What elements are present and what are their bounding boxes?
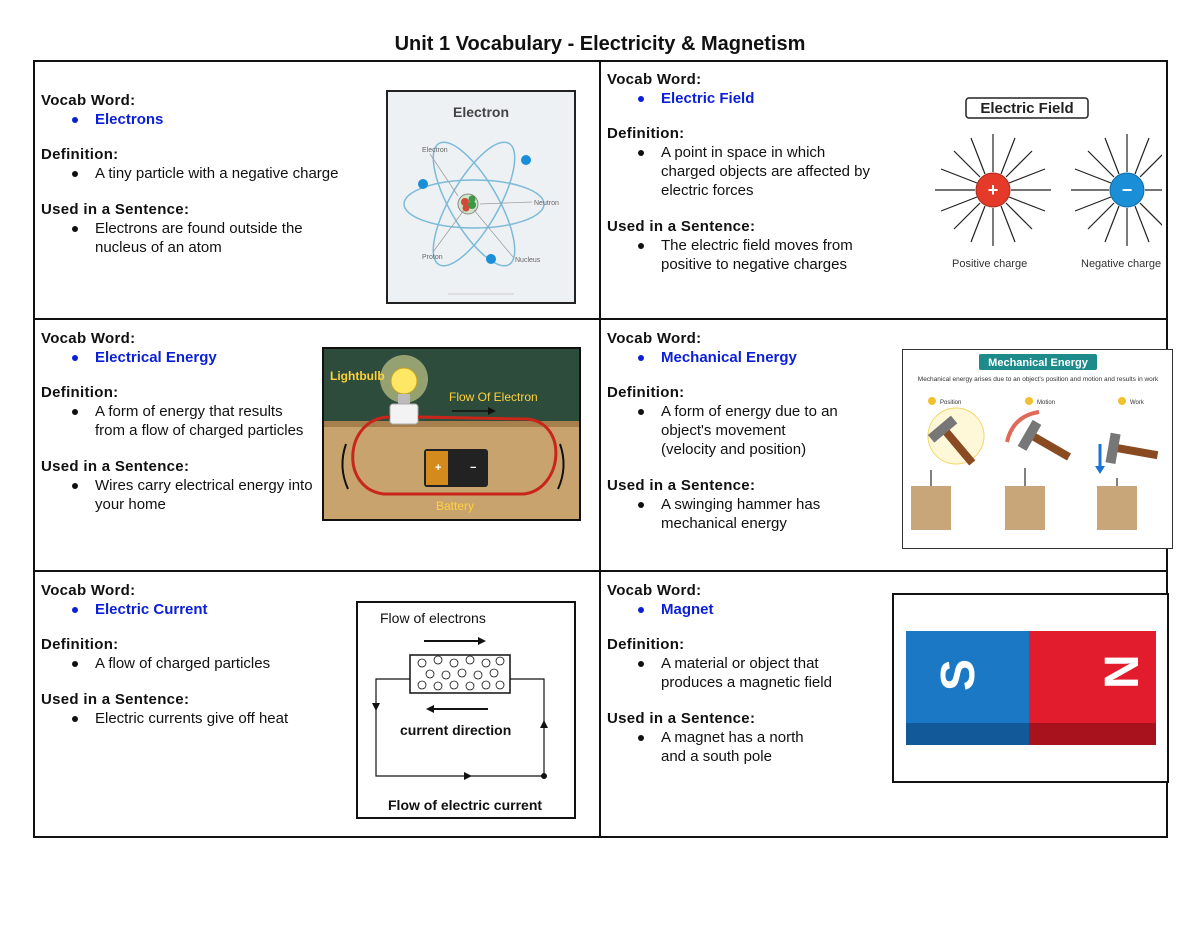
sentence-text: A magnet has a north and a south pole (661, 729, 804, 765)
word-text: Electrical Energy (95, 349, 217, 366)
svg-text:Nucleus: Nucleus (515, 257, 541, 264)
mechanical-energy-image (902, 349, 1173, 549)
svg-text:Positive charge: Positive charge (952, 258, 1028, 270)
vocab-label: Vocab Word: (607, 582, 702, 599)
svg-text:Neutron: Neutron (534, 200, 559, 207)
sentence-item (41, 219, 381, 257)
definition-text: A form of energy due to an object's movement (velocity and position) (661, 403, 838, 458)
definition-text: A point in space in which charged objects are affected by electric forces (661, 144, 871, 199)
electric-field-image (897, 90, 1162, 280)
definition-text: A flow of charged particles (95, 655, 271, 672)
sentence-label: Used in a Sentence: (607, 218, 756, 235)
vocab-word (41, 349, 331, 366)
sentence-label: Used in a Sentence: (41, 691, 190, 708)
word-text: Magnet (661, 601, 714, 618)
svg-text:Negative charge: Negative charge (1081, 258, 1162, 270)
definition-item (607, 402, 867, 459)
vocab-word (607, 601, 867, 618)
vocabulary-table (33, 60, 1168, 838)
definition-label: Definition: (41, 146, 119, 163)
bullet-icon (638, 661, 644, 667)
definition-item (607, 654, 867, 692)
definition-item (41, 654, 341, 673)
svg-text:Flow Of Electron: Flow Of Electron (449, 390, 538, 404)
bullet-icon (72, 171, 78, 177)
sentence-label: Used in a Sentence: (41, 201, 190, 218)
card-text (41, 330, 331, 514)
bullet-icon (638, 409, 644, 415)
sentence-item (41, 476, 331, 514)
svg-text:Flow of electrons: Flow of electrons (380, 610, 486, 626)
circuit-image (322, 347, 581, 521)
page-title: Unit 1 Vocabulary - Electricity & Magnetism (394, 33, 806, 55)
svg-text:−: − (470, 462, 477, 474)
electron-dot (486, 254, 496, 264)
card-electric-field (601, 62, 1168, 318)
card-mechanical-energy (601, 320, 1168, 570)
vocab-label: Vocab Word: (41, 582, 136, 599)
bullet-icon (72, 661, 78, 667)
svg-text:+: + (987, 180, 999, 200)
card-text (607, 71, 897, 274)
svg-text:Position: Position (940, 400, 962, 406)
word-text: Electric Current (95, 601, 208, 618)
card-text (607, 330, 867, 533)
bullet-icon (72, 117, 78, 123)
svg-text:+: + (435, 462, 442, 474)
sentence-item (607, 495, 867, 533)
current-diagram-image (356, 601, 576, 819)
bullet-icon (72, 226, 78, 232)
vocab-word (607, 349, 867, 366)
card-text (41, 582, 341, 728)
svg-text:Mechanical energy arises due t: Mechanical energy arises due to an object's position and motion and results in work (917, 376, 1159, 383)
svg-text:S: S (932, 658, 985, 691)
definition-label: Definition: (607, 636, 685, 653)
definition-label: Definition: (41, 636, 119, 653)
figure-title: Electron (452, 104, 510, 120)
electron-atom-image (386, 90, 576, 304)
svg-text:current direction: current direction (400, 722, 512, 738)
sentence-item (607, 236, 897, 274)
bullet-icon (638, 150, 644, 156)
sentence-label: Used in a Sentence: (41, 458, 190, 475)
bullet-icon (72, 483, 78, 489)
sentence-text: Wires carry electrical energy into your home (95, 477, 313, 513)
bullet-icon (638, 607, 644, 613)
bullet-icon (638, 355, 644, 361)
bullet-icon (72, 409, 78, 415)
svg-text:−: − (1121, 180, 1133, 200)
svg-text:N: N (1096, 654, 1149, 689)
definition-text: A form of energy that results from a flow of charged particles (95, 403, 304, 439)
svg-text:Work: Work (1130, 400, 1144, 406)
bullet-icon (72, 355, 78, 361)
sentence-label: Used in a Sentence: (607, 477, 756, 494)
sentence-item (607, 728, 867, 766)
vocab-label: Vocab Word: (41, 330, 136, 347)
vocab-label: Vocab Word: (607, 71, 702, 88)
bullet-icon (638, 96, 644, 102)
svg-text:Electron: Electron (422, 147, 448, 154)
svg-text:Lightbulb: Lightbulb (330, 369, 385, 383)
definition-label: Definition: (41, 384, 119, 401)
definition-label: Definition: (607, 125, 685, 142)
bullet-icon (638, 735, 644, 741)
vocab-label: Vocab Word: (41, 92, 136, 109)
sentence-text: Electric currents give off heat (95, 710, 289, 727)
figure-title: Mechanical Energy (988, 357, 1088, 369)
definition-label: Definition: (607, 384, 685, 401)
vocab-word (41, 111, 381, 128)
definition-item (607, 143, 897, 200)
card-electrical-energy (35, 320, 599, 570)
svg-text:Flow of electric current: Flow of electric current (388, 797, 543, 813)
sentence-text: A swinging hammer has mechanical energy (661, 496, 821, 532)
definition-text: A material or object that produces a magnetic field (661, 655, 832, 691)
bullet-icon (638, 502, 644, 508)
svg-text:Motion: Motion (1037, 400, 1056, 406)
card-text (41, 92, 381, 257)
bullet-icon (72, 716, 78, 722)
bullet-icon (638, 243, 644, 249)
svg-text:Battery: Battery (436, 499, 475, 513)
vocab-label: Vocab Word: (607, 330, 702, 347)
definition-item (41, 402, 331, 440)
sentence-item (41, 709, 341, 728)
electron-dot (418, 179, 428, 189)
word-text: Electric Field (661, 90, 755, 107)
sentence-text: Electrons are found outside the nucleus of an atom (95, 220, 303, 256)
vocab-word (41, 601, 341, 618)
word-text: Mechanical Energy (661, 349, 797, 366)
magnet-image (892, 593, 1169, 783)
figure-title: Electric Field (980, 100, 1074, 117)
card-electrons (35, 62, 599, 318)
card-electric-current (35, 572, 599, 838)
sentence-text: The electric field moves from positive to negative charges (661, 237, 853, 273)
bullet-icon (72, 607, 78, 613)
vocab-word (607, 90, 897, 107)
definition-item (41, 164, 381, 183)
word-text: Electrons (95, 111, 164, 128)
card-magnet (601, 572, 1168, 838)
definition-text: A tiny particle with a negative charge (95, 165, 339, 182)
card-text (607, 582, 867, 766)
electron-dot (521, 155, 531, 165)
svg-text:Proton: Proton (422, 254, 443, 261)
sentence-label: Used in a Sentence: (607, 710, 756, 727)
